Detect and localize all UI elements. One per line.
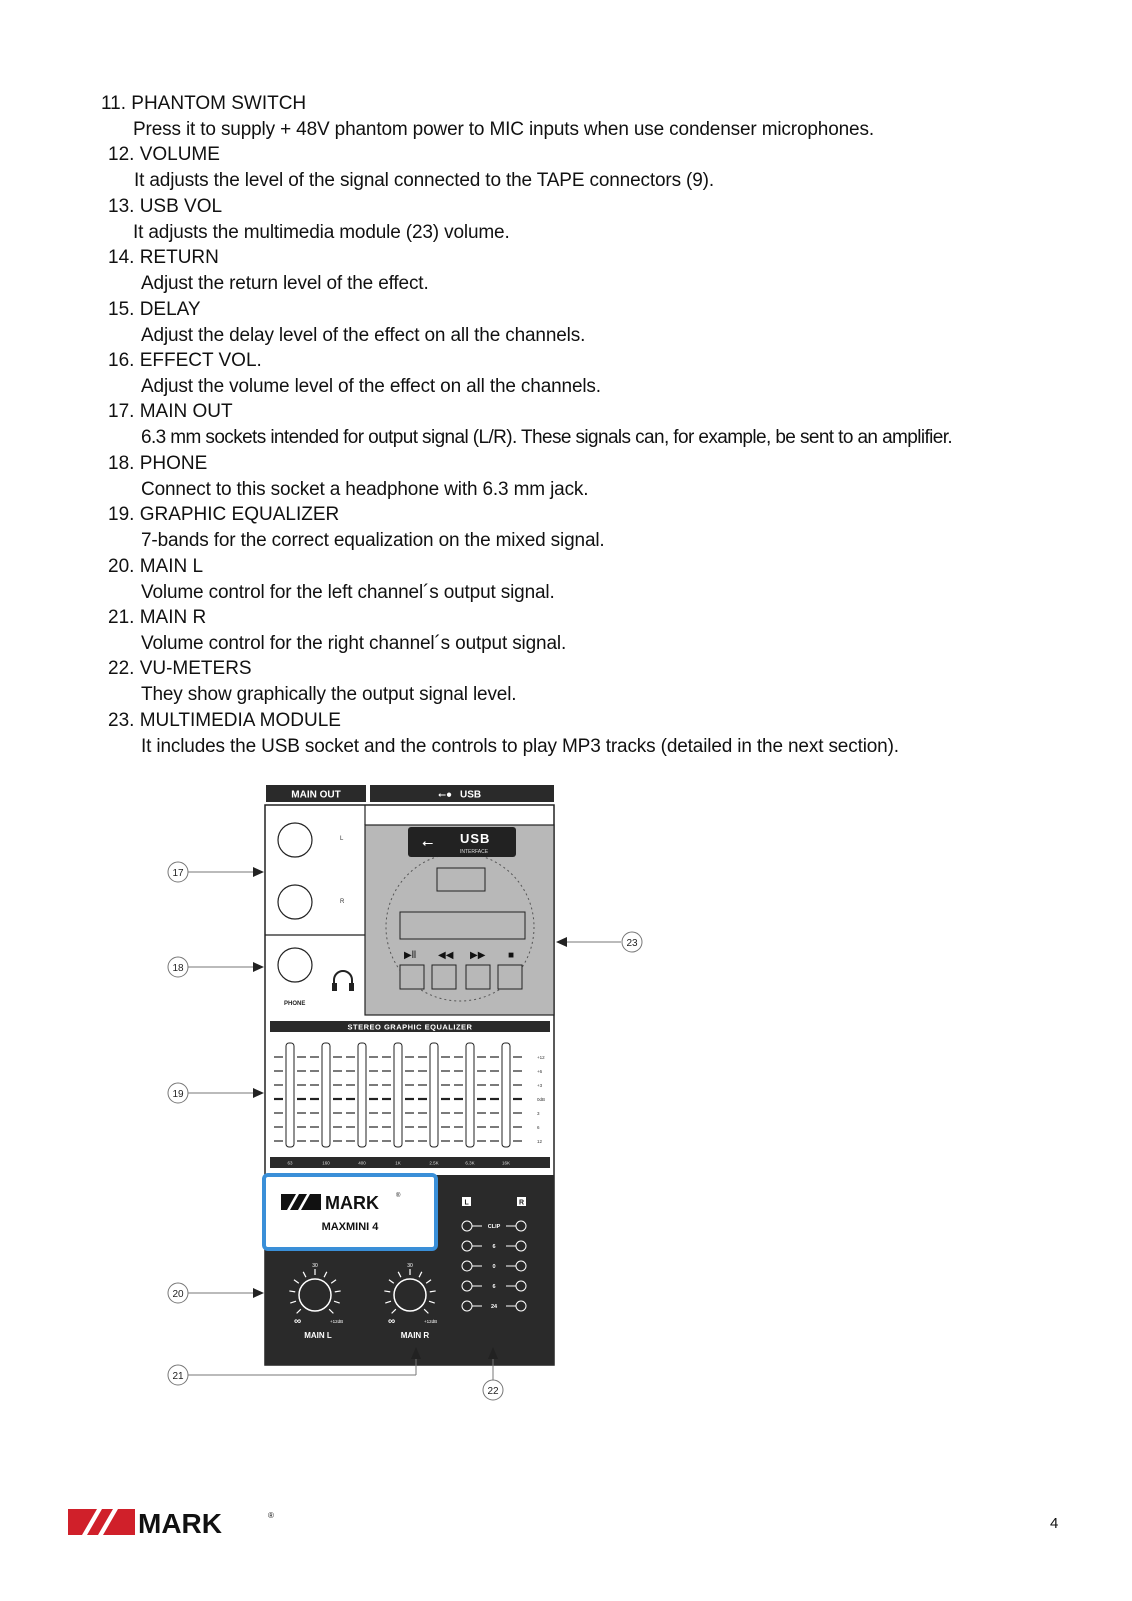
mixer-panel-diagram <box>160 785 660 1415</box>
vu-level-label: 6 <box>492 1244 496 1250</box>
jack-r-label: R <box>340 899 345 905</box>
callout-20: 20 <box>172 1289 184 1300</box>
knob-min-label: ∞ <box>388 1316 396 1327</box>
footer-brand: MARK <box>138 1508 222 1538</box>
eq-freq-label: 400 <box>358 1160 366 1166</box>
vu-led <box>516 1221 526 1231</box>
list-item <box>0 349 1132 400</box>
vu-level-label: 24 <box>490 1304 498 1310</box>
play-pause-icon: ▶ll <box>404 950 417 961</box>
usb-logo <box>408 827 516 857</box>
list-item <box>0 657 1132 708</box>
eq-db-label: 0dB <box>537 1097 546 1102</box>
footer-mark-logo <box>68 1508 278 1538</box>
list-item <box>0 298 1132 349</box>
eq-title: STEREO GRAPHIC EQUALIZER <box>347 1022 473 1032</box>
main-out-l-jack <box>278 823 312 857</box>
vu-led <box>462 1261 472 1271</box>
description-list <box>0 92 1132 760</box>
callout-18: 18 <box>172 963 184 974</box>
item-description: Connect to this socket a headphone with 6.3 mm jack. <box>141 478 589 500</box>
item-heading: 22. VU-METERS <box>108 658 252 680</box>
previous-button[interactable] <box>432 965 456 989</box>
item-description: 6.3 mm sockets intended for output signal (L/R). These signals can, for example, be sent to an amplifier. <box>141 427 953 449</box>
usb-logo-icon: ⭠ <box>422 834 434 850</box>
item-description: Adjust the return level of the effect. <box>141 273 429 295</box>
eq-db-label: +3 <box>537 1083 543 1088</box>
usb-slot <box>437 868 485 891</box>
item-heading: 18. PHONE <box>108 452 208 474</box>
item-heading: 12. VOLUME <box>108 144 220 166</box>
item-description: Volume control for the left channel´s output signal. <box>141 581 555 603</box>
brand-name: MARK <box>325 1193 379 1213</box>
eq-freq-label: 16K <box>501 1160 511 1166</box>
main-out-r-jack <box>278 885 312 919</box>
vu-led <box>462 1281 472 1291</box>
previous-icon: ◀◀ <box>438 950 454 961</box>
eq-db-label: 12 <box>537 1139 543 1144</box>
play-pause-button[interactable] <box>400 965 424 989</box>
stop-button[interactable] <box>498 965 522 989</box>
item-heading: 14. RETURN <box>108 247 219 269</box>
next-button[interactable] <box>466 965 490 989</box>
callout-21: 21 <box>172 1371 184 1382</box>
vu-led <box>462 1221 472 1231</box>
vu-level-label: CLIP <box>487 1224 501 1230</box>
eq-slider[interactable] <box>430 1043 438 1147</box>
list-item <box>0 195 1132 246</box>
eq-db-label: 3 <box>537 1111 540 1116</box>
usb-interface-text: INTERFACE <box>460 849 489 855</box>
next-icon: ▶▶ <box>470 950 486 961</box>
list-item <box>0 143 1132 194</box>
item-description: It includes the USB socket and the controls to play MP3 tracks (detailed in the next section). <box>141 735 899 757</box>
item-description: They show graphically the output signal level. <box>141 684 517 706</box>
knob-min-label: ∞ <box>294 1316 302 1327</box>
eq-db-label: 6 <box>537 1125 540 1130</box>
eq-freq-label: 1K <box>395 1160 401 1166</box>
item-heading: 15. DELAY <box>108 298 201 320</box>
list-item <box>0 92 1132 143</box>
callout-23: 23 <box>626 938 638 949</box>
item-heading: 16. EFFECT VOL. <box>108 349 262 371</box>
eq-db-label: +6 <box>537 1069 543 1074</box>
item-heading: 17. MAIN OUT <box>108 401 233 423</box>
knob-max-label: 30 <box>312 1263 318 1269</box>
eq-slider[interactable] <box>394 1043 402 1147</box>
vu-led <box>516 1281 526 1291</box>
stop-icon: ■ <box>508 950 515 961</box>
vu-level-label: 0 <box>492 1264 496 1270</box>
display-window <box>400 912 525 939</box>
item-description: 7-bands for the correct equalization on the mixed signal. <box>141 530 605 552</box>
knob-plus-label: +12dB <box>424 1319 438 1324</box>
item-description: Volume control for the right channel´s output signal. <box>141 632 567 654</box>
registered-mark-icon: ® <box>268 1511 274 1520</box>
eq-freq-label: 6.3K <box>465 1160 475 1166</box>
item-description: Adjust the delay level of the effect on all the channels. <box>141 324 586 346</box>
eq-freq-label: 63 <box>287 1160 293 1166</box>
vu-led <box>462 1241 472 1251</box>
eq-freq-label: 2.5K <box>429 1160 439 1166</box>
phone-label: PHONE <box>284 1001 306 1007</box>
usb-symbol-icon: ⭠● <box>438 789 453 801</box>
eq-slider[interactable] <box>358 1043 366 1147</box>
main-l-label: MAIN L <box>304 1331 332 1340</box>
usb-logo-text: USB <box>460 831 491 846</box>
eq-slider[interactable] <box>466 1043 474 1147</box>
eq-freq-label: 160 <box>322 1160 330 1166</box>
knob-plus-label: +12dB <box>330 1319 344 1324</box>
list-item <box>0 606 1132 657</box>
item-heading: 13. USB VOL <box>108 195 223 217</box>
usb-header-label: USB <box>460 789 482 801</box>
registered-mark-icon: ® <box>396 1193 401 1199</box>
list-item <box>0 452 1132 503</box>
callout-17: 17 <box>172 868 184 879</box>
main-r-label: MAIN R <box>400 1331 430 1340</box>
eq-slider[interactable] <box>502 1043 510 1147</box>
vu-level-label: 6 <box>492 1284 496 1290</box>
item-heading: 20. MAIN L <box>108 555 204 577</box>
list-item <box>0 246 1132 297</box>
vu-led <box>462 1301 472 1311</box>
list-item <box>0 709 1132 760</box>
vu-led <box>516 1301 526 1311</box>
item-description: Adjust the volume level of the effect on all the channels. <box>141 375 601 397</box>
eq-db-label: +12 <box>537 1055 545 1060</box>
vu-r-label: R <box>519 1199 525 1207</box>
main-out-header-label: MAIN OUT <box>291 789 341 801</box>
item-description: It adjusts the level of the signal connected to the TAPE connectors (9). <box>134 170 714 192</box>
item-heading: 23. MULTIMEDIA MODULE <box>108 709 341 731</box>
vu-l-label: L <box>464 1199 469 1207</box>
list-item <box>0 503 1132 554</box>
vu-led <box>516 1261 526 1271</box>
item-description: It adjusts the multimedia module (23) volume. <box>133 221 510 243</box>
callout-19: 19 <box>172 1089 184 1100</box>
eq-slider[interactable] <box>286 1043 294 1147</box>
item-heading: 21. MAIN R <box>108 606 207 628</box>
model-name: MAXMINI 4 <box>321 1221 379 1233</box>
item-heading: 19. GRAPHIC EQUALIZER <box>108 504 340 526</box>
list-item <box>0 400 1132 451</box>
callout-22: 22 <box>487 1386 499 1397</box>
phone-jack <box>278 948 312 982</box>
item-heading: 11. PHANTOM SWITCH <box>101 93 307 114</box>
page-number: 4 <box>1050 1515 1059 1532</box>
vu-led <box>516 1241 526 1251</box>
list-item <box>0 555 1132 606</box>
jack-l-label: L <box>340 836 344 842</box>
item-description: Press it to supply + 48V phantom power to MIC inputs when use condenser microphones. <box>133 119 874 140</box>
knob-max-label: 30 <box>407 1263 413 1269</box>
eq-slider[interactable] <box>322 1043 330 1147</box>
